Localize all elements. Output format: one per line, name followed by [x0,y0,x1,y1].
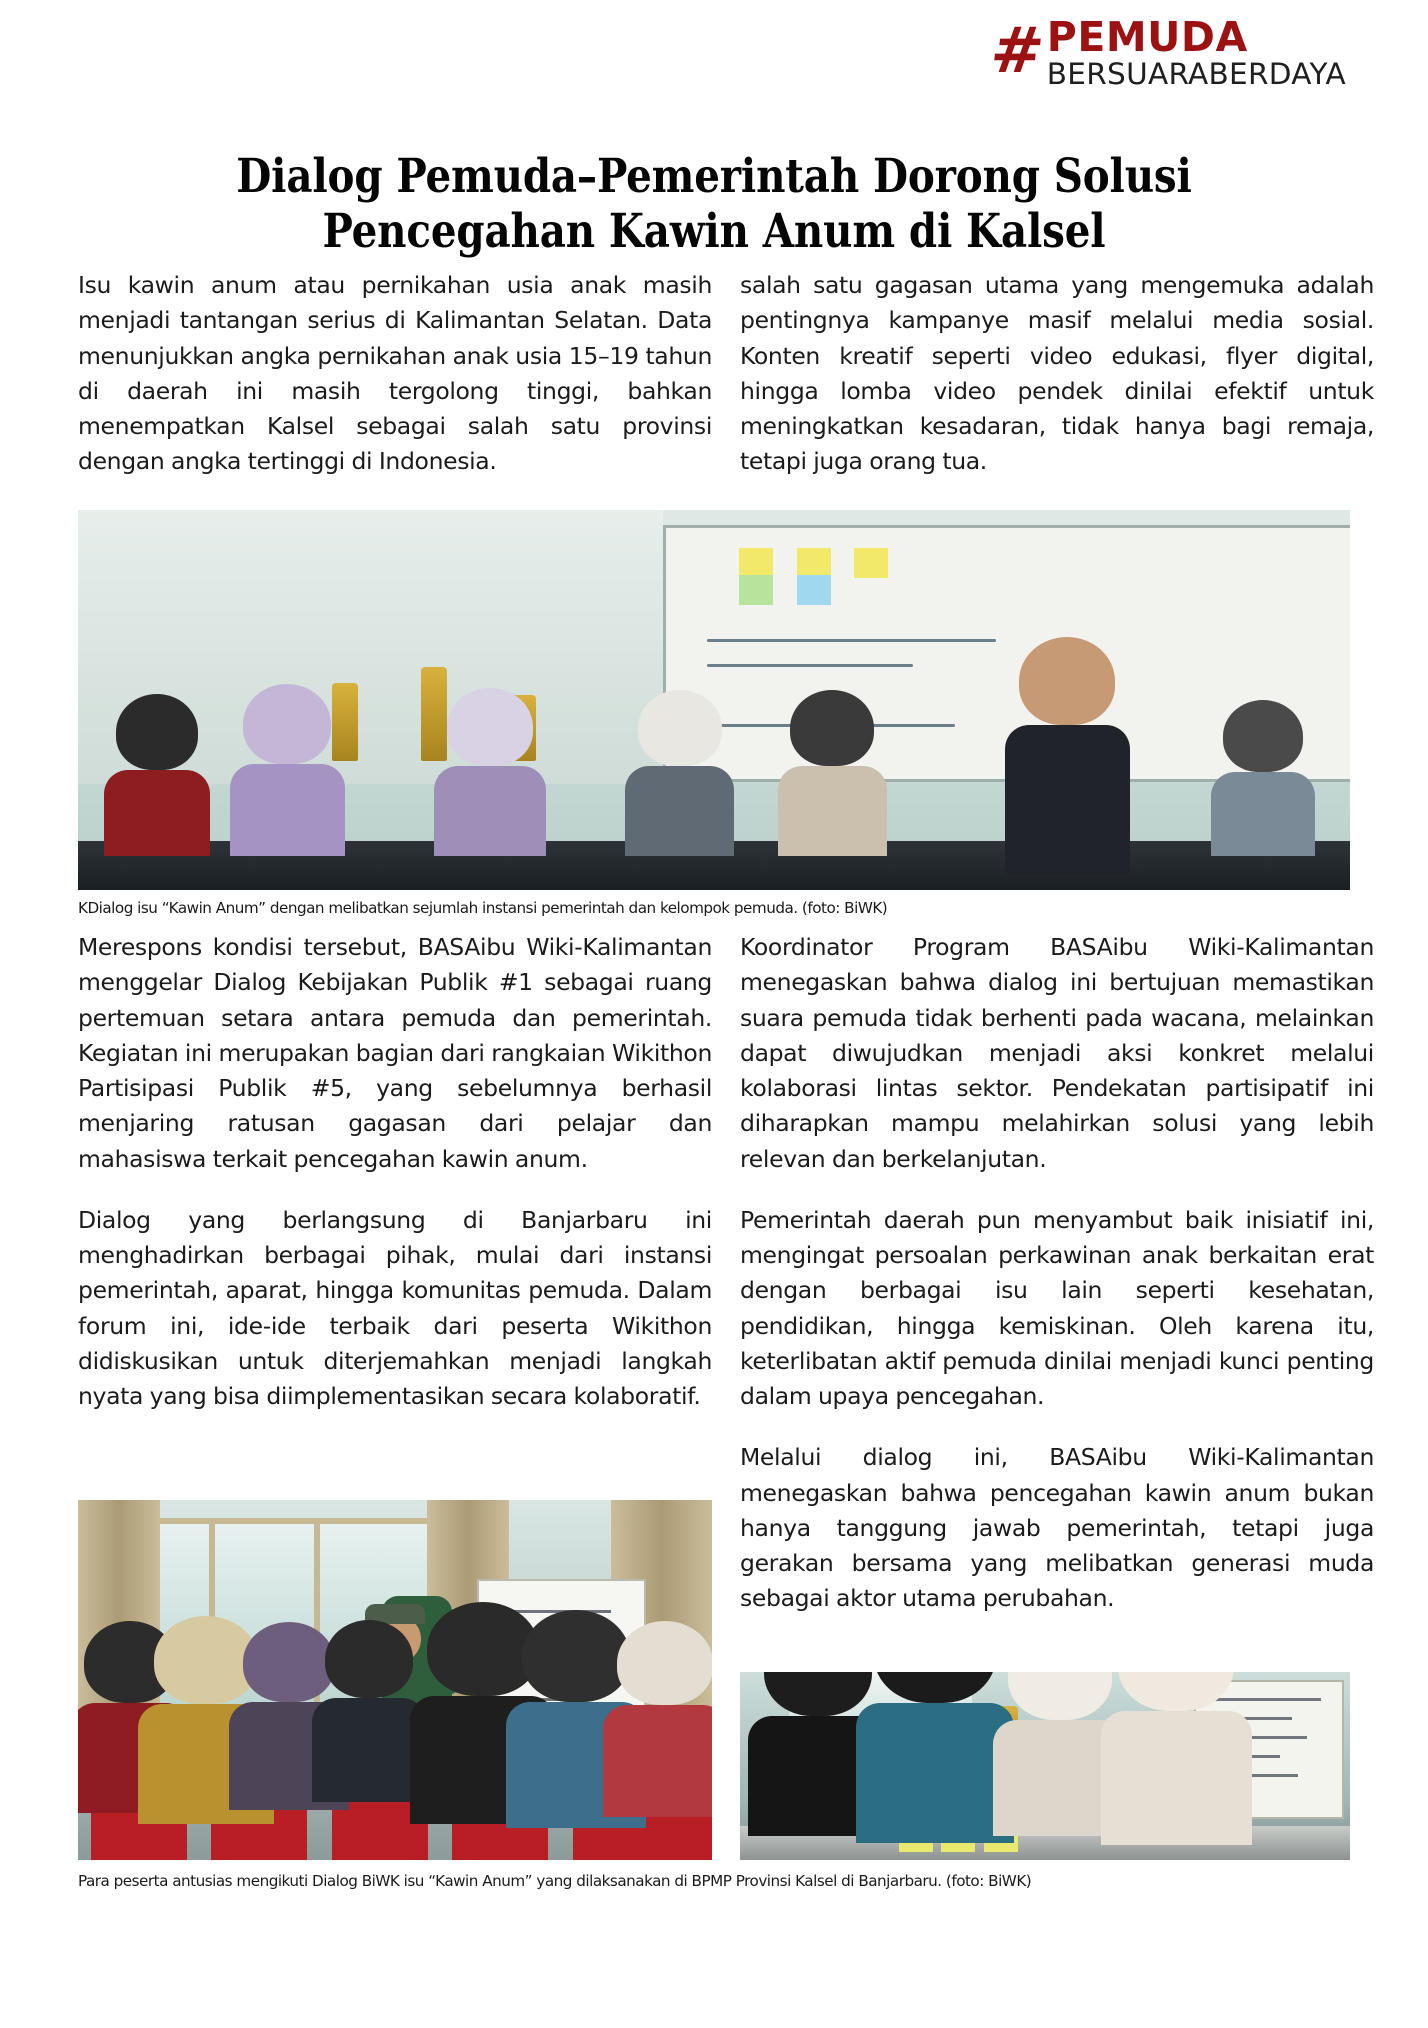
hero-photo-scene [78,510,1350,890]
hero-photo-caption: KDialog isu “Kawin Anum” dengan melibatkan sejumlah instansi pemerintah dan kelompok pemuda. (foto: BiWK) [78,899,888,917]
headline-line-1: Dialog Pemuda–Pemerintah Dorong Solusi [236,149,1192,205]
bottom-left-photo [78,1500,712,1860]
intro-paragraph-left: Isu kawin anum atau pernikahan usia anak masih menjadi tantangan serius di Kalimantan Selatan. Data menunjukkan angka pernikahan anak usia 15–19 tahun di daerah ini masih tergolong tinggi, bahkan menempatkan Kalsel sebagai salah satu provinsi dengan angka tertinggi di Indonesia. [78,271,712,476]
bottom-left-photo-scene [78,1500,712,1860]
body-paragraph-left-2: Dialog yang berlangsung di Banjarbaru ini menghadirkan berbagai pihak, mulai dari instansi pemerintah, aparat, hingga komunitas pemuda. Dalam forum ini, ide-ide terbaik dari peserta Wikithon didiskusikan untuk diterjemahkan menjadi langkah nyata yang bisa diimplementasikan secara kolaboratif. [78,1205,712,1410]
intro-column-left [78,268,712,480]
logo-secondary-text: BERSUARABERDAYA [1046,56,1346,91]
body-paragraph-right-1: Koordinator Program BASAibu Wiki-Kalimantan menegaskan bahwa dialog ini bertujuan memastikan suara pemuda tidak berhenti pada wacana, melainkan dapat diwujudkan menjadi aksi konkret melalui kolaborasi lintas sektor. Pendekatan partisipatif ini diharapkan mampu melahirkan solusi yang lebih relevan dan berkelanjutan. [740,933,1374,1173]
hash-icon: # [987,14,1045,87]
page-title [167,149,1261,259]
intro-paragraph-right: salah satu gagasan utama yang mengemuka adalah pentingnya kampanye masif melalui media sosial. Konten kreatif seperti video edukasi, flyer digital, hingga lomba video pendek dinilai efektif untuk meningkatkan kesadaran, tidak hanya bagi remaja, tetapi juga orang tua. [740,271,1374,476]
hero-figure [78,510,1350,919]
pemuda-bersuara-berdaya-logo [987,13,1346,91]
body-paragraph-left-1: Merespons kondisi tersebut, BASAibu Wiki-Kalimantan menggelar Dialog Kebijakan Publik #1 sebagai ruang pertemuan setara antara pemuda dan pemerintah. Kegiatan ini merupakan bagian dari rangkaian Wikithon Partisipasi Publik #5, yang sebelumnya berhasil menjaring ratusan gagasan dari pelajar dan mahasiswa terkait pencegahan kawin anum. [78,933,712,1173]
hero-photo [78,510,1350,890]
intro-column-right [740,268,1374,480]
headline-line-2: Pencegahan Kawin Anum di Kalsel [322,204,1106,260]
body-paragraph-right-2: Pemerintah daerah pun menyambut baik inisiatif ini, mengingat persoalan perkawinan anak berkaitan erat dengan berbagai isu lain seperti kesehatan, pendidikan, hingga kemiskinan. Oleh karena itu, keterlibatan aktif pemuda dinilai menjadi kunci penting dalam upaya pencegahan. [740,1205,1374,1410]
intro-columns [78,268,1374,480]
logo-primary-text: PEMUDA [1046,13,1248,61]
body-paragraph-right-3: Melalui dialog ini, BASAibu Wiki-Kalimantan menegaskan bahwa pencegahan kawin anum bukan hanya tanggung jawab pemerintah, tetapi juga gerakan bersama yang melibatkan generasi muda sebagai aktor utama perubahan. [740,1443,1374,1613]
bottom-right-photo-scene [740,1672,1350,1860]
bottom-photo-caption: Para peserta antusias mengikuti Dialog BiWK isu “Kawin Anum” yang dilaksanakan di BPMP Provinsi Kalsel di Banjarbaru. (foto: BiWK) [78,1872,1032,1890]
bottom-right-photo [740,1672,1350,1860]
body-column-right [740,930,1374,1617]
logo-wordmark [1046,13,1346,91]
